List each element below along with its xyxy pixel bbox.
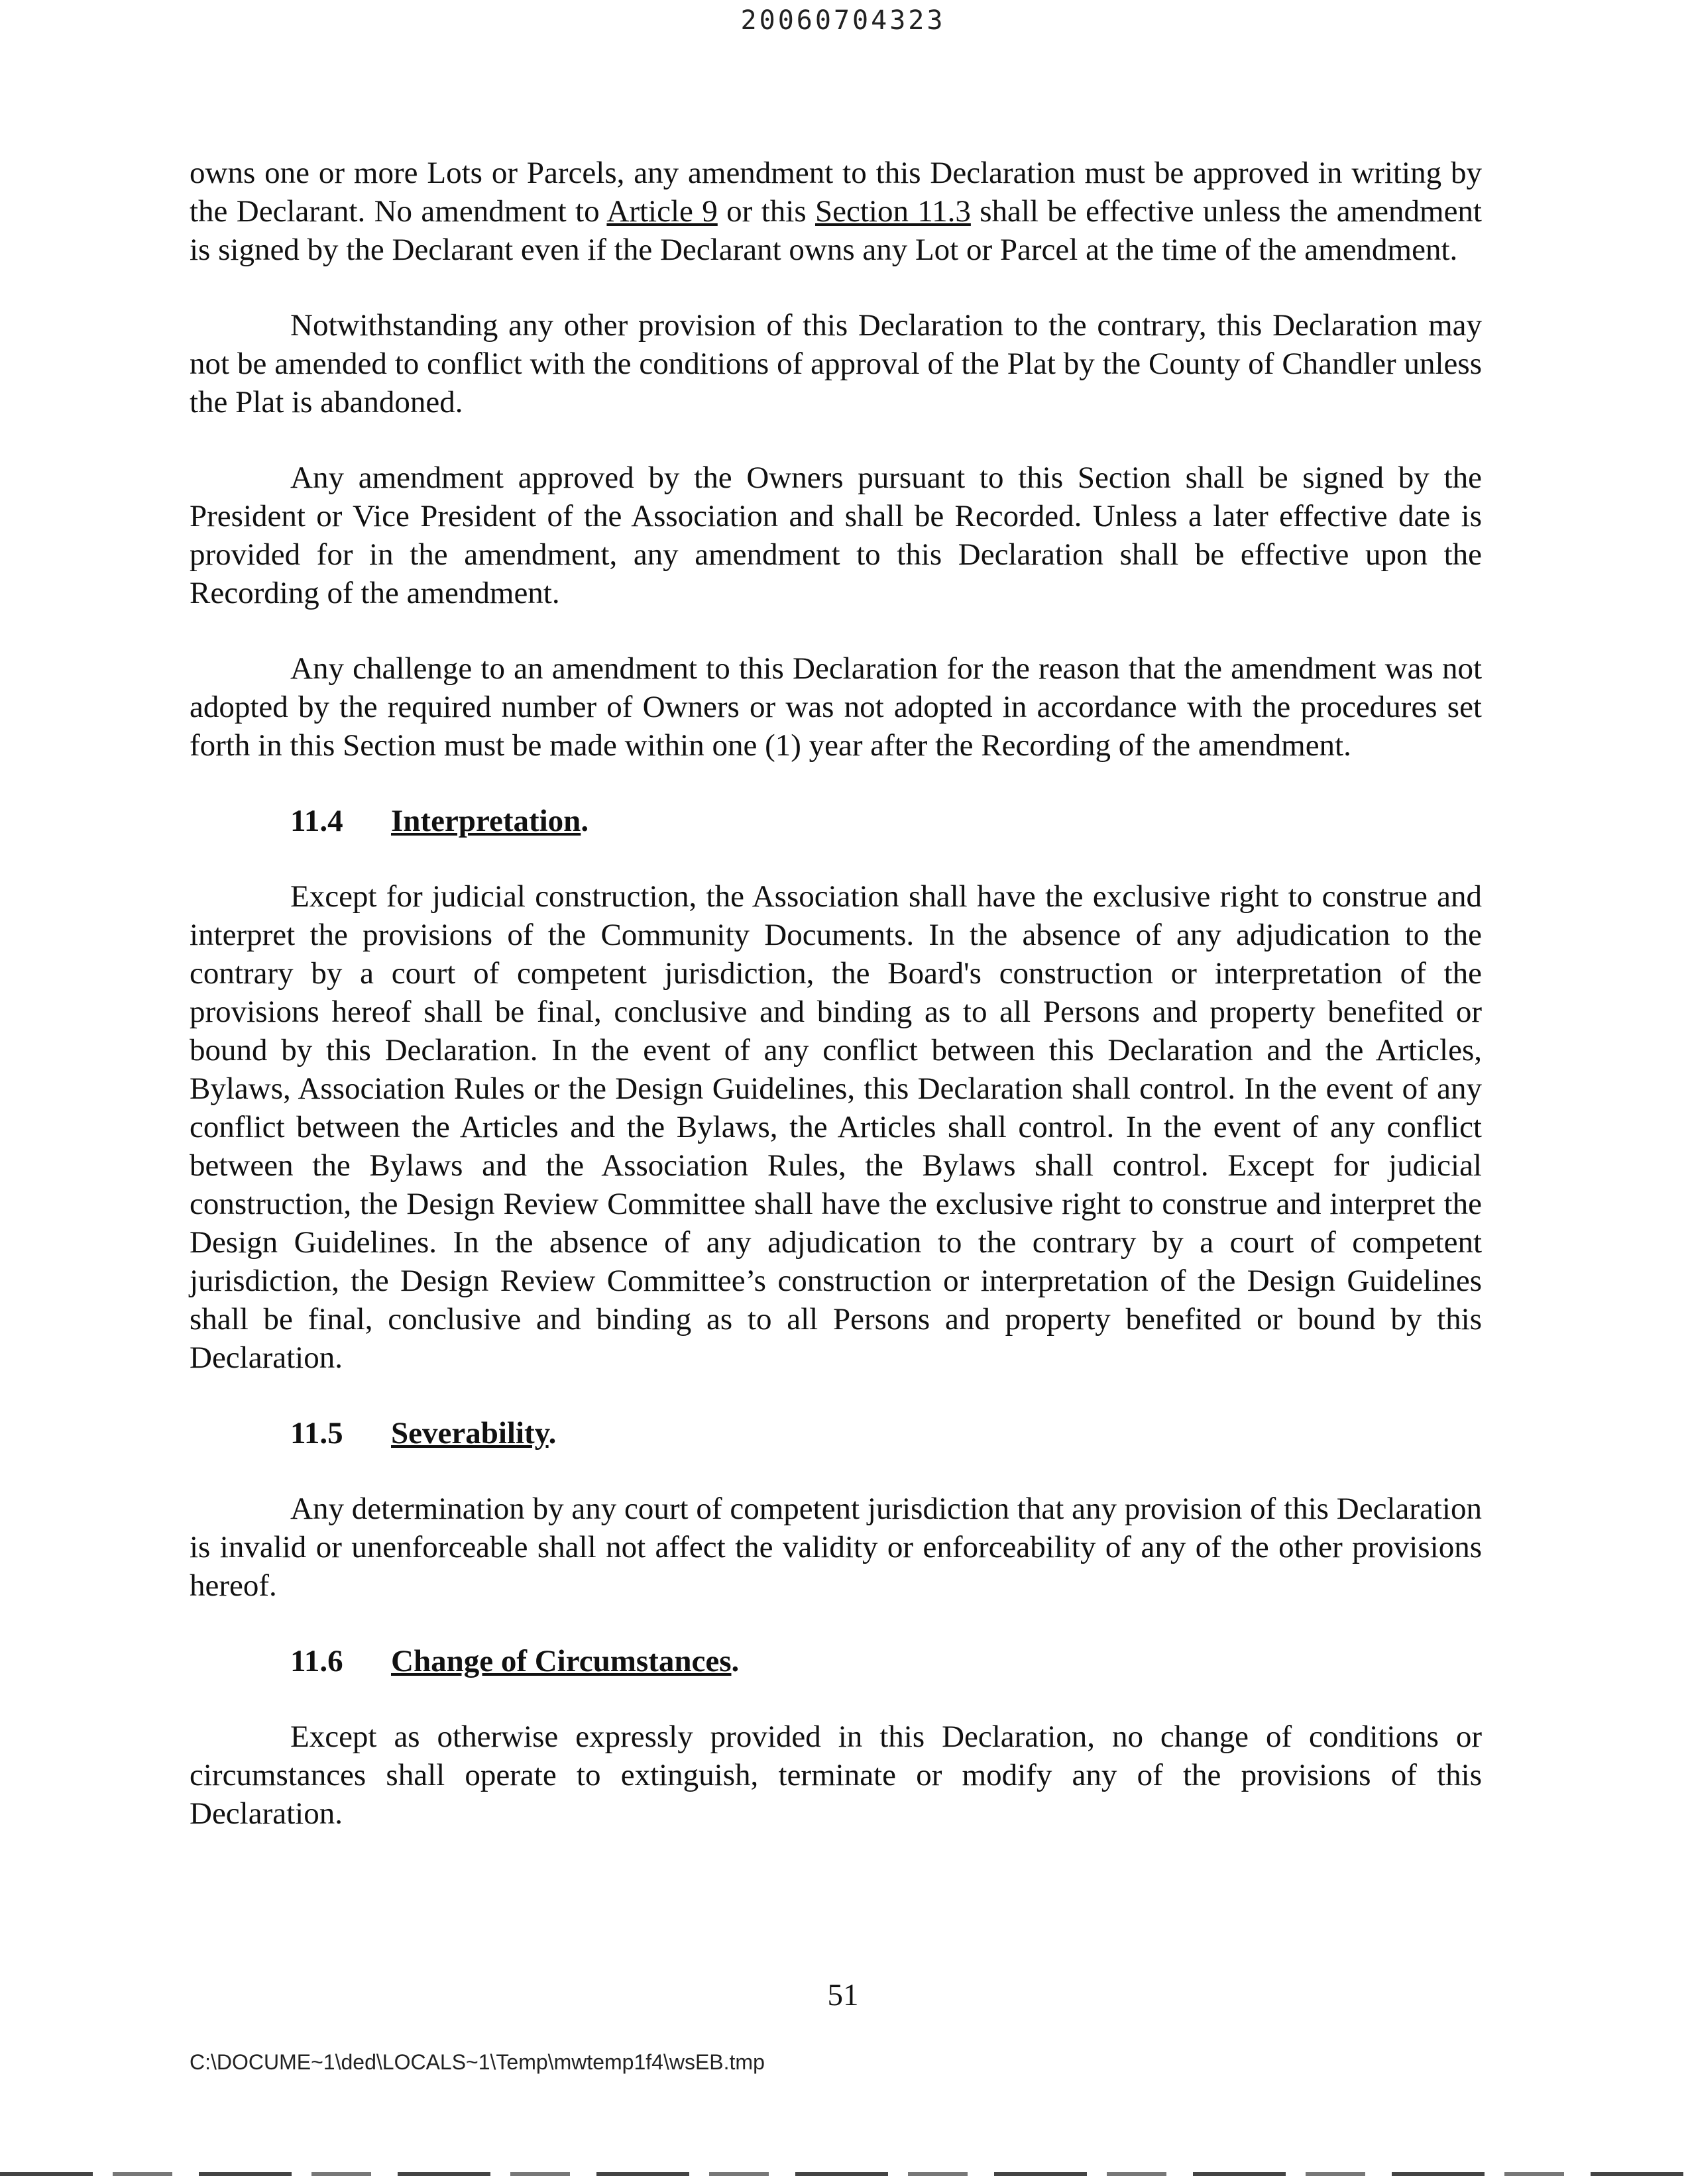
section-number: 11.6 [290,1644,343,1678]
section-number: 11.5 [290,1416,343,1450]
page-body [190,154,1482,1833]
section-heading-11-4 [190,802,1482,840]
paragraph-text: or this [717,194,815,229]
scan-edge-divider [0,2172,1686,2176]
section-number: 11.4 [290,804,343,838]
document-number: 20060704323 [740,5,946,36]
paragraph-text: owns one or more Lots or Parcels, any amendment to this Declaration must be approved in writing by the Declarant. No amendment to [190,156,1482,229]
file-path-footer: C:\DOCUME~1\ded\LOCALS~1\Temp\mwtemp1f4\wsEB.tmp [190,2050,765,2074]
section-title: Interpretation [391,804,581,838]
paragraph-interpretation: Except for judicial construction, the Association shall have the exclusive right to construe and interpret the provisions of the Community Documents. In the absence of any adjudication to the contrary by a court of competent jurisdiction, the Board's construction or interpretation of the provisions hereof shall be final, conclusive and binding as to all Persons and property benefited or bound by this Declaration. In the event of any conflict between this Declaration and the Articles, Bylaws, Association Rules or the Design Guidelines, this Declaration shall control. In the event of any conflict between the Articles and the Bylaws, the Articles shall control. In the event of any conflict between the Bylaws and the Association Rules, the Bylaws shall control. Except for judicial construction, the Design Review Committee shall have the exclusive right to construe and interpret the Design Guidelines. In the absence of any adjudication to the contrary by a court of competent jurisdiction, the Design Review Committee’s construction or interpretation of the Design Guidelines shall be final, conclusive and binding as to all Persons and property benefited or bound by this Declaration. [190,879,1482,1375]
paragraph-amendment-approval [190,154,1482,269]
section-title: Change of Circumstances [391,1644,732,1678]
paragraph-severability: Any determination by any court of competent jurisdiction that any provision of this Declaration is invalid or unenforceable shall not affect the validity or enforceability of any of the other provisions hereof. [190,1492,1482,1603]
section-11-3-reference: Section 11.3 [815,194,971,229]
section-heading-11-6 [190,1642,1482,1680]
section-heading-11-5 [190,1414,1482,1452]
paragraph-text: shall be effective unless the amendment is signed by the Declarant even if the Declarant owns any Lot or Parcel at the time of the amendment. [190,194,1482,267]
section-title-period: . [731,1644,740,1678]
article-9-reference: Article 9 [606,194,718,229]
paragraph-amendment-challenge: Any challenge to an amendment to this Declaration for the reason that the amendment was not adopted by the required number of Owners or was not adopted in accordance with the procedures set forth in this Section must be made within one (1) year after the Recording of the amendment. [190,651,1482,763]
paragraph-change-of-circumstances: Except as otherwise expressly provided in this Declaration, no change of conditions or circumstances shall operate to extinguish, terminate or modify any of the provisions of this Declaration. [190,1720,1482,1831]
paragraph-amendment-signing: Any amendment approved by the Owners pursuant to this Section shall be signed by the President or Vice President of the Association and shall be Recorded. Unless a later effective date is provided for in the amendment, any amendment to this Declaration shall be effective upon the Recording of the amendment. [190,461,1482,610]
paragraph-plat-conflict: Notwithstanding any other provision of this Declaration to the contrary, this Declaration may not be amended to conflict with the conditions of approval of the Plat by the County of Chandler unless the Plat is abandoned. [190,308,1482,419]
page-number: 51 [827,1978,859,2012]
section-title-period: . [581,804,589,838]
section-title-period: . [548,1416,557,1450]
section-title: Severability [391,1416,549,1450]
